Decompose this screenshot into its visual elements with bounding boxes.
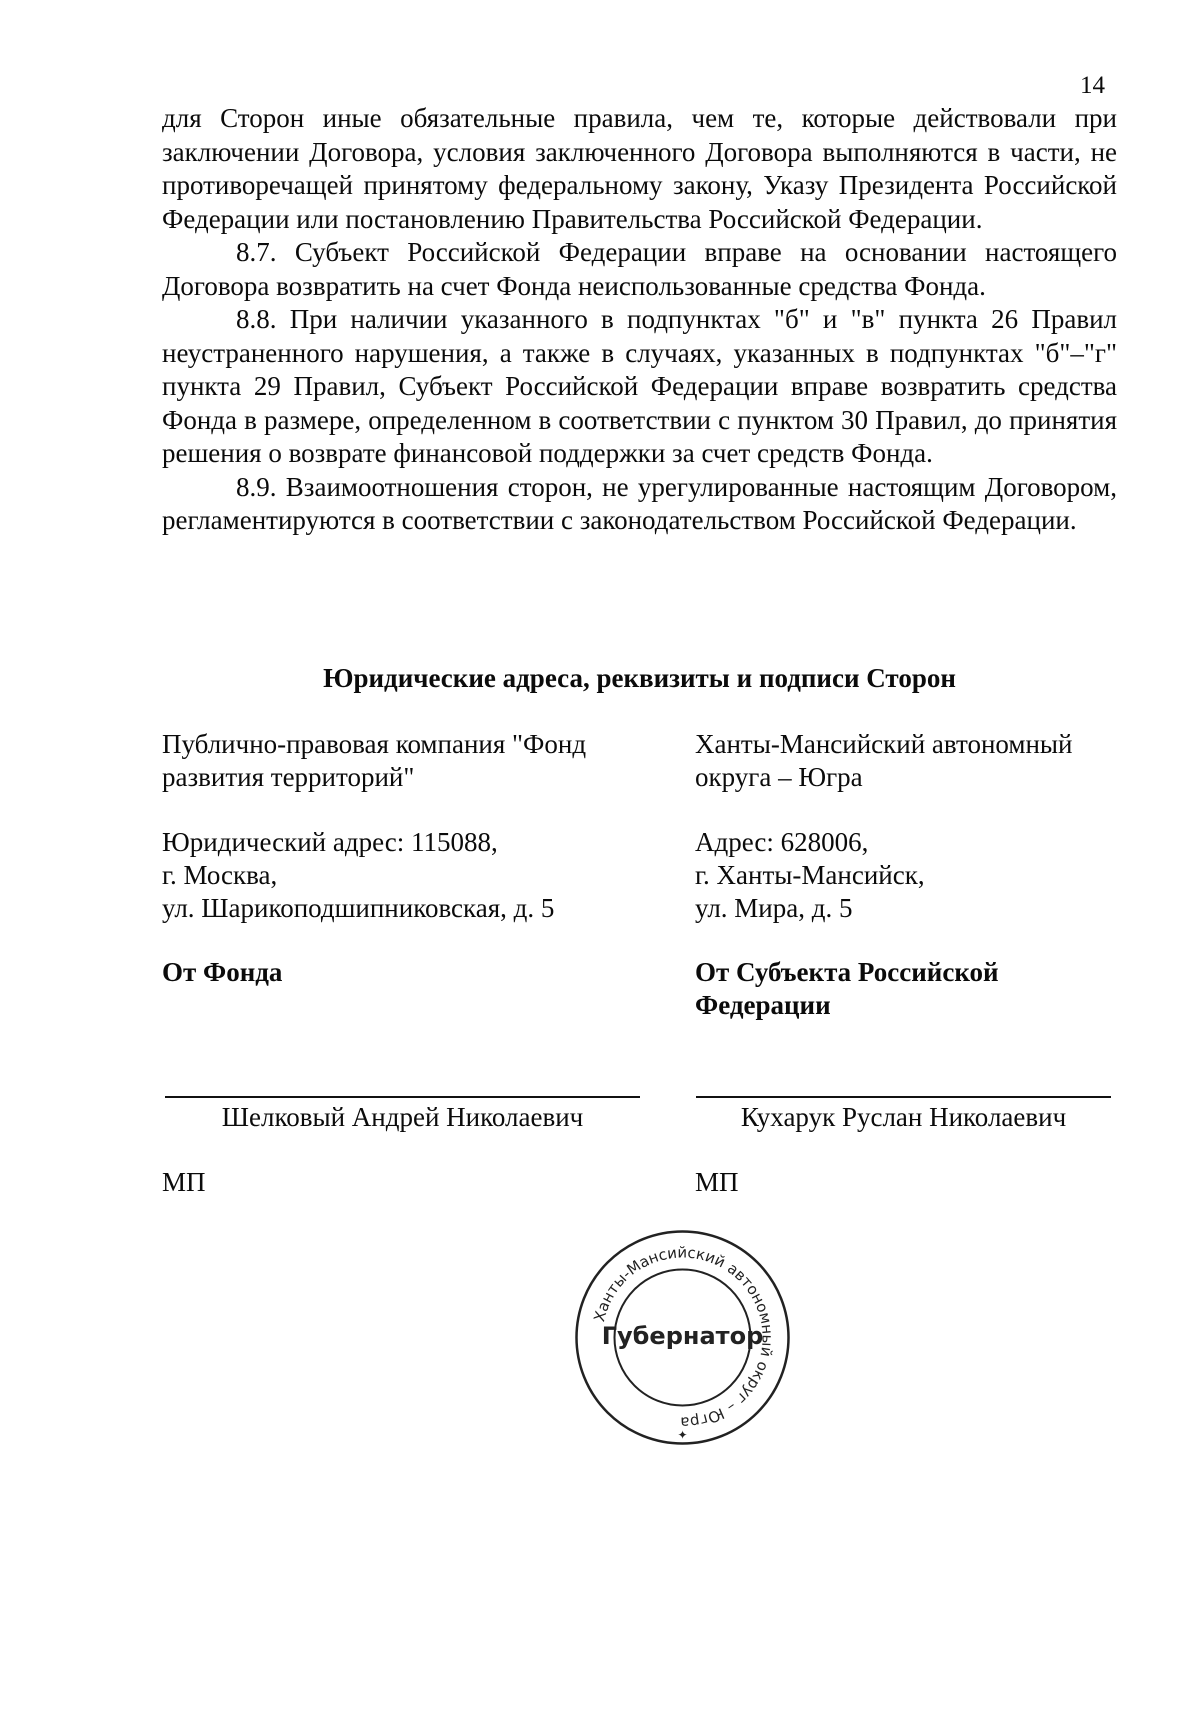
body-text	[162, 102, 1117, 538]
right-party-label	[695, 956, 1117, 1022]
left-party-name-line2: развития территорий"	[162, 762, 415, 792]
stamp-star-icon: ✦	[677, 1428, 688, 1442]
right-party-label-line1: От Субъекта Российской	[695, 957, 999, 987]
left-party-name-line1: Публично-правовая компания "Фонд	[162, 729, 587, 759]
right-party-name-text: Ханты-Мансийский автономный	[695, 729, 1073, 759]
right-signature-line	[696, 1096, 1111, 1098]
right-address-line2: г. Ханты-Мансийск,	[695, 860, 925, 890]
right-address-line1: Адрес: 628006,	[695, 827, 869, 857]
paragraph-8-8: 8.8. При наличии указанного в подпунктах "б" и "в" пункта 26 Правил неустраненного нарушения, а также в случаях, указанных в подпунктах "б"–"г" пункта 29 Правил, Субъект Российской Федерации вправе возвратить средства Фонда в размере, определенном в соответствии с пунктом 30 Правил, до принятия решения о возврате финансовой поддержки за счет средств Фонда.	[162, 304, 1117, 468]
governor-stamp	[570, 1225, 795, 1450]
left-signer-name: Шелковый Андрей Николаевич	[221, 1102, 584, 1132]
right-party-name-line1	[695, 728, 1117, 761]
right-address-line3: ул. Мира, д. 5	[695, 893, 853, 923]
paragraph-8-7: 8.7. Субъект Российской Федерации вправе на основании настоящего Договора возвратить на счет Фонда неиспользованные средства Фонда.	[162, 237, 1117, 301]
right-seal-mark: МП	[695, 1167, 739, 1197]
stamp-center-text: Губернатор	[601, 1322, 764, 1350]
right-signer-name: Кухарук Руслан Николаевич	[740, 1102, 1067, 1132]
left-party-label: От Фонда	[162, 957, 283, 987]
right-party-name-line2: округа – Югра	[695, 762, 863, 792]
right-party-name	[695, 728, 1117, 794]
stamp-ring-text: Ханты-Мансийский автономный округ – Югра	[590, 1243, 777, 1432]
paragraph-continuation: для Сторон иные обязательные правила, чем те, которые действовали при заключении Договора, условия заключенного Договора выполняются в части, не противоречащей принятому федеральному закону, Указу Президента Российской Федерации или постановлению Правительства Российской Федерации.	[162, 103, 1117, 234]
paragraph-8-9: 8.9. Взаимоотношения сторон, не урегулированные настоящим Договором, регламентируются в соответствии с законодательством Российской Федерации.	[162, 471, 1117, 535]
left-address-line2: г. Москва,	[162, 860, 278, 890]
left-party-address	[162, 826, 642, 925]
section-title: Юридические адреса, реквизиты и подписи Сторон	[323, 663, 956, 693]
right-party-address	[695, 826, 1117, 925]
left-address-line3: ул. Шарикоподшипниковская, д. 5	[162, 893, 555, 923]
left-signature-line	[165, 1096, 640, 1098]
left-seal-mark: МП	[162, 1167, 206, 1197]
page-number: 14	[1080, 72, 1105, 99]
left-party-name	[162, 728, 642, 794]
left-address-line1: Юридический адрес: 115088,	[162, 827, 498, 857]
right-party-label-line2: Федерации	[695, 990, 831, 1020]
